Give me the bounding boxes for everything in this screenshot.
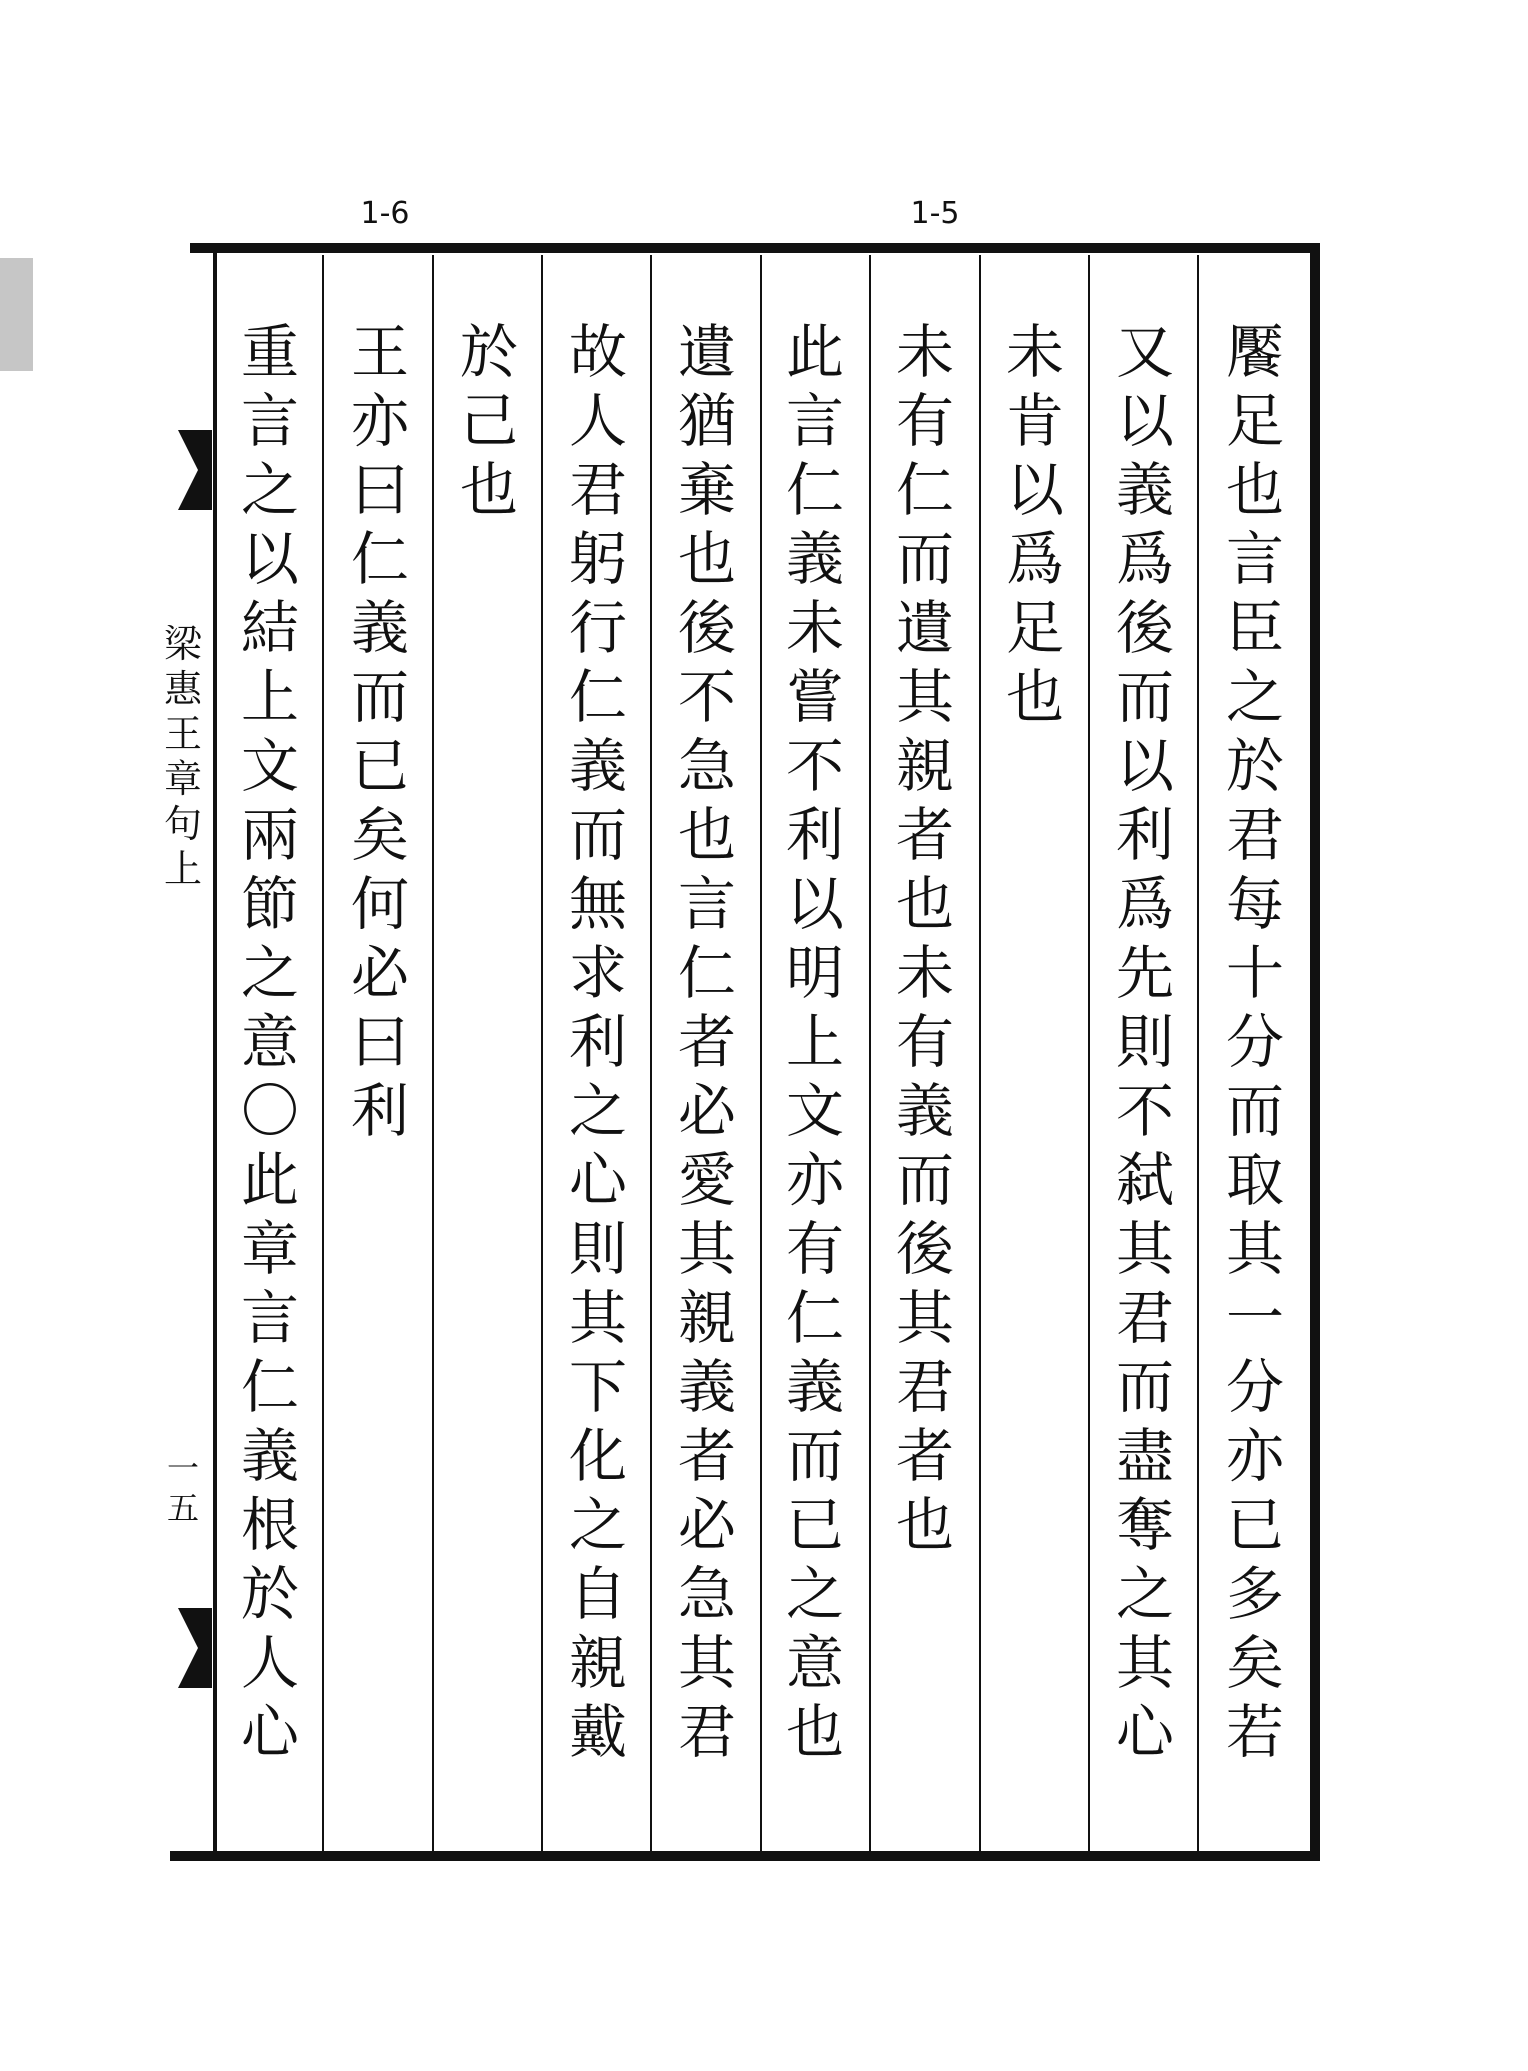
column-char: 利 [350, 1077, 409, 1145]
column-char: 必 [350, 939, 409, 1007]
column-char: 文 [240, 732, 299, 800]
column-char: 之 [568, 1077, 627, 1145]
column-rule [650, 255, 652, 1851]
column-char: 必 [677, 1077, 736, 1145]
column-char: 而 [350, 663, 409, 731]
column-char: 盡 [1115, 1422, 1174, 1490]
column-char: 之 [240, 456, 299, 524]
column-char: 此 [240, 1146, 299, 1214]
column-char: 也 [895, 1491, 954, 1559]
column-char: 未 [1005, 318, 1064, 386]
column-char: 奪 [1115, 1491, 1174, 1559]
column-char: 之 [785, 1560, 844, 1628]
column-char: 節 [240, 870, 299, 938]
column-char: 義 [785, 525, 844, 593]
column-char: 棄 [677, 456, 736, 524]
text-column-4 [885, 318, 965, 1560]
column-char: 仁 [350, 525, 409, 593]
column-char: 心 [240, 1698, 299, 1766]
column-char: 饜 [1225, 318, 1284, 386]
column-char: 愛 [677, 1146, 736, 1214]
column-char: 其 [1225, 1215, 1284, 1283]
text-column-10 [230, 318, 310, 1767]
column-char: 其 [677, 1215, 736, 1283]
text-column-3 [995, 318, 1075, 732]
column-char: 不 [677, 663, 736, 731]
column-char: 急 [677, 1560, 736, 1628]
column-char: 爲 [1115, 870, 1174, 938]
column-char: 利 [1115, 801, 1174, 869]
column-char: 遺 [677, 318, 736, 386]
column-char: 先 [1115, 939, 1174, 1007]
column-char: 不 [1115, 1077, 1174, 1145]
column-char: 有 [785, 1215, 844, 1283]
column-char: 利 [568, 1008, 627, 1076]
column-char: 仁 [240, 1353, 299, 1421]
column-char: 則 [568, 1215, 627, 1283]
column-char: 其 [677, 1629, 736, 1697]
column-rule [1197, 255, 1199, 1851]
column-char: 未 [895, 318, 954, 386]
column-char: 以 [240, 525, 299, 593]
column-char: 此 [785, 318, 844, 386]
column-char: 君 [568, 456, 627, 524]
edge-tab [0, 258, 33, 371]
column-char: 人 [240, 1629, 299, 1697]
column-char: 有 [895, 387, 954, 455]
column-char: 一 [1225, 1284, 1284, 1352]
column-char: 於 [240, 1560, 299, 1628]
column-char: 每 [1225, 870, 1284, 938]
margin-title-char: 惠 [163, 667, 202, 711]
column-char: 其 [895, 663, 954, 731]
column-char: 未 [895, 939, 954, 1007]
text-column-5 [775, 318, 855, 1767]
column-char: 足 [1005, 594, 1064, 662]
column-char: 上 [785, 1008, 844, 1076]
text-column-6 [667, 318, 747, 1767]
column-char: 言 [677, 870, 736, 938]
column-char: 其 [1115, 1629, 1174, 1697]
column-char: 而 [895, 1146, 954, 1214]
column-char: 義 [677, 1353, 736, 1421]
frame-right-border [1310, 243, 1320, 1861]
column-char: 君 [677, 1698, 736, 1766]
column-char: 而 [1115, 663, 1174, 731]
margin-page-number [153, 1448, 213, 1528]
column-char: 也 [677, 525, 736, 593]
column-char: 義 [785, 1353, 844, 1421]
column-char: 而 [895, 525, 954, 593]
column-char: 義 [895, 1077, 954, 1145]
section-label-1-5: 1-5 [910, 196, 960, 231]
column-char: 於 [459, 318, 518, 386]
margin-title-char: 梁 [163, 622, 202, 666]
upper-fishtail-mark [178, 430, 212, 510]
column-char: 君 [895, 1353, 954, 1421]
column-char: 其 [568, 1284, 627, 1352]
text-column-1 [1215, 318, 1295, 1767]
column-char: 上 [240, 663, 299, 731]
column-rule [541, 255, 543, 1851]
text-column-9 [340, 318, 420, 1146]
column-char: 心 [568, 1146, 627, 1214]
column-char: 結 [240, 594, 299, 662]
column-char: 曰 [350, 456, 409, 524]
column-char: 若 [1225, 1698, 1284, 1766]
column-char: 者 [677, 1422, 736, 1490]
column-char: 於 [1225, 732, 1284, 800]
column-char: 也 [1225, 456, 1284, 524]
column-char: 行 [568, 594, 627, 662]
column-char: 多 [1225, 1560, 1284, 1628]
column-char: 以 [1115, 732, 1174, 800]
column-char: 已 [350, 732, 409, 800]
column-char: 嘗 [785, 663, 844, 731]
column-char: 言 [240, 387, 299, 455]
column-char: 分 [1225, 1353, 1284, 1421]
column-char: 十 [1225, 939, 1284, 1007]
column-char: 親 [568, 1629, 627, 1697]
column-char: 曰 [350, 1008, 409, 1076]
text-column-8 [449, 318, 529, 525]
column-char: 臣 [1225, 594, 1284, 662]
column-char: 之 [1225, 663, 1284, 731]
column-char: 親 [895, 732, 954, 800]
column-rule [869, 255, 871, 1851]
column-char: 遺 [895, 594, 954, 662]
text-column-2 [1105, 318, 1185, 1767]
column-char: 義 [350, 594, 409, 662]
column-char: 也 [895, 870, 954, 938]
margin-title-char: 王 [163, 712, 202, 756]
column-rule [760, 255, 762, 1851]
column-char: 者 [895, 1422, 954, 1490]
column-char: 急 [677, 732, 736, 800]
column-char: 已 [1225, 1491, 1284, 1559]
margin-title-char: 章 [163, 757, 202, 801]
column-char: 義 [568, 732, 627, 800]
column-char: 爲 [1005, 525, 1064, 593]
column-char: 又 [1115, 318, 1174, 386]
margin-chapter-title [153, 622, 213, 892]
column-char: 故 [568, 318, 627, 386]
column-char: 明 [785, 939, 844, 1007]
column-char: 根 [240, 1491, 299, 1559]
page-number-char: 五 [166, 1489, 199, 1527]
column-char: 爲 [1115, 525, 1174, 593]
column-char: 仁 [895, 456, 954, 524]
column-char: 後 [895, 1215, 954, 1283]
column-char: 仁 [785, 1284, 844, 1352]
column-char: 者 [677, 1008, 736, 1076]
column-char: 之 [568, 1491, 627, 1559]
column-char: 化 [568, 1422, 627, 1490]
column-char: 肯 [1005, 387, 1064, 455]
frame-top-border [190, 243, 1320, 253]
column-char: 不 [785, 732, 844, 800]
column-char: 自 [568, 1560, 627, 1628]
column-char: 未 [785, 594, 844, 662]
column-char: 章 [240, 1215, 299, 1283]
column-char: 以 [785, 870, 844, 938]
column-char: 言 [240, 1284, 299, 1352]
column-char: 取 [1225, 1146, 1284, 1214]
column-char: 矣 [350, 801, 409, 869]
column-char: 言 [1225, 525, 1284, 593]
column-char: 也 [677, 801, 736, 869]
column-char: 弑 [1115, 1146, 1174, 1214]
column-char: 矣 [1225, 1629, 1284, 1697]
column-char: 已 [785, 1491, 844, 1559]
column-char: 心 [1115, 1698, 1174, 1766]
column-char: 而 [1225, 1077, 1284, 1145]
column-char: 而 [1115, 1353, 1174, 1421]
column-char: 也 [785, 1698, 844, 1766]
column-char: 兩 [240, 801, 299, 869]
column-char: 之 [1115, 1560, 1174, 1628]
column-char: 仁 [785, 456, 844, 524]
column-char: 躬 [568, 525, 627, 593]
column-rule [322, 255, 324, 1851]
column-char: 下 [568, 1353, 627, 1421]
column-char: 必 [677, 1491, 736, 1559]
column-rule [1088, 255, 1090, 1851]
column-char: 其 [1115, 1215, 1174, 1283]
column-char: 利 [785, 801, 844, 869]
column-char: 亦 [1225, 1422, 1284, 1490]
margin-title-char: 上 [163, 847, 202, 891]
column-char: 仁 [677, 939, 736, 1007]
column-char: 之 [240, 939, 299, 1007]
column-char: 以 [1005, 456, 1064, 524]
column-char: 亦 [350, 387, 409, 455]
column-char: 戴 [568, 1698, 627, 1766]
column-char: 而 [568, 801, 627, 869]
column-char: 也 [459, 456, 518, 524]
column-char: 義 [240, 1422, 299, 1490]
column-char: 人 [568, 387, 627, 455]
column-char: 何 [350, 870, 409, 938]
column-char: 而 [785, 1422, 844, 1490]
column-char: 其 [895, 1284, 954, 1352]
column-char: 君 [1225, 801, 1284, 869]
column-char: 王 [350, 318, 409, 386]
frame-bottom-border [170, 1851, 1320, 1861]
column-char: 意 [240, 1008, 299, 1076]
column-char: 言 [785, 387, 844, 455]
section-label-1-6: 1-6 [360, 196, 410, 231]
column-char: 意 [785, 1629, 844, 1697]
column-char: 猶 [677, 387, 736, 455]
column-char: 重 [240, 318, 299, 386]
column-char: 無 [568, 870, 627, 938]
column-char: 仁 [568, 663, 627, 731]
column-char: 者 [895, 801, 954, 869]
column-char: 也 [1005, 663, 1064, 731]
column-char: 親 [677, 1284, 736, 1352]
column-rule [432, 255, 434, 1851]
column-char: 後 [1115, 594, 1174, 662]
column-char: 後 [677, 594, 736, 662]
column-char: 求 [568, 939, 627, 1007]
column-char: 己 [459, 387, 518, 455]
column-char: 文 [785, 1077, 844, 1145]
margin-title-char: 句 [163, 802, 202, 846]
column-rule [979, 255, 981, 1851]
column-char: 有 [895, 1008, 954, 1076]
column-char: 君 [1115, 1284, 1174, 1352]
column-char: 分 [1225, 1008, 1284, 1076]
column-char: 義 [1115, 456, 1174, 524]
column-char: 以 [1115, 387, 1174, 455]
column-char: 亦 [785, 1146, 844, 1214]
lower-fishtail-mark [178, 1608, 212, 1688]
column-char: 足 [1225, 387, 1284, 455]
column-char: 則 [1115, 1008, 1174, 1076]
page-number-char: 一 [166, 1449, 199, 1487]
text-column-7 [558, 318, 638, 1767]
column-char: 〇 [240, 1077, 299, 1145]
frame-left-border [213, 253, 217, 1851]
